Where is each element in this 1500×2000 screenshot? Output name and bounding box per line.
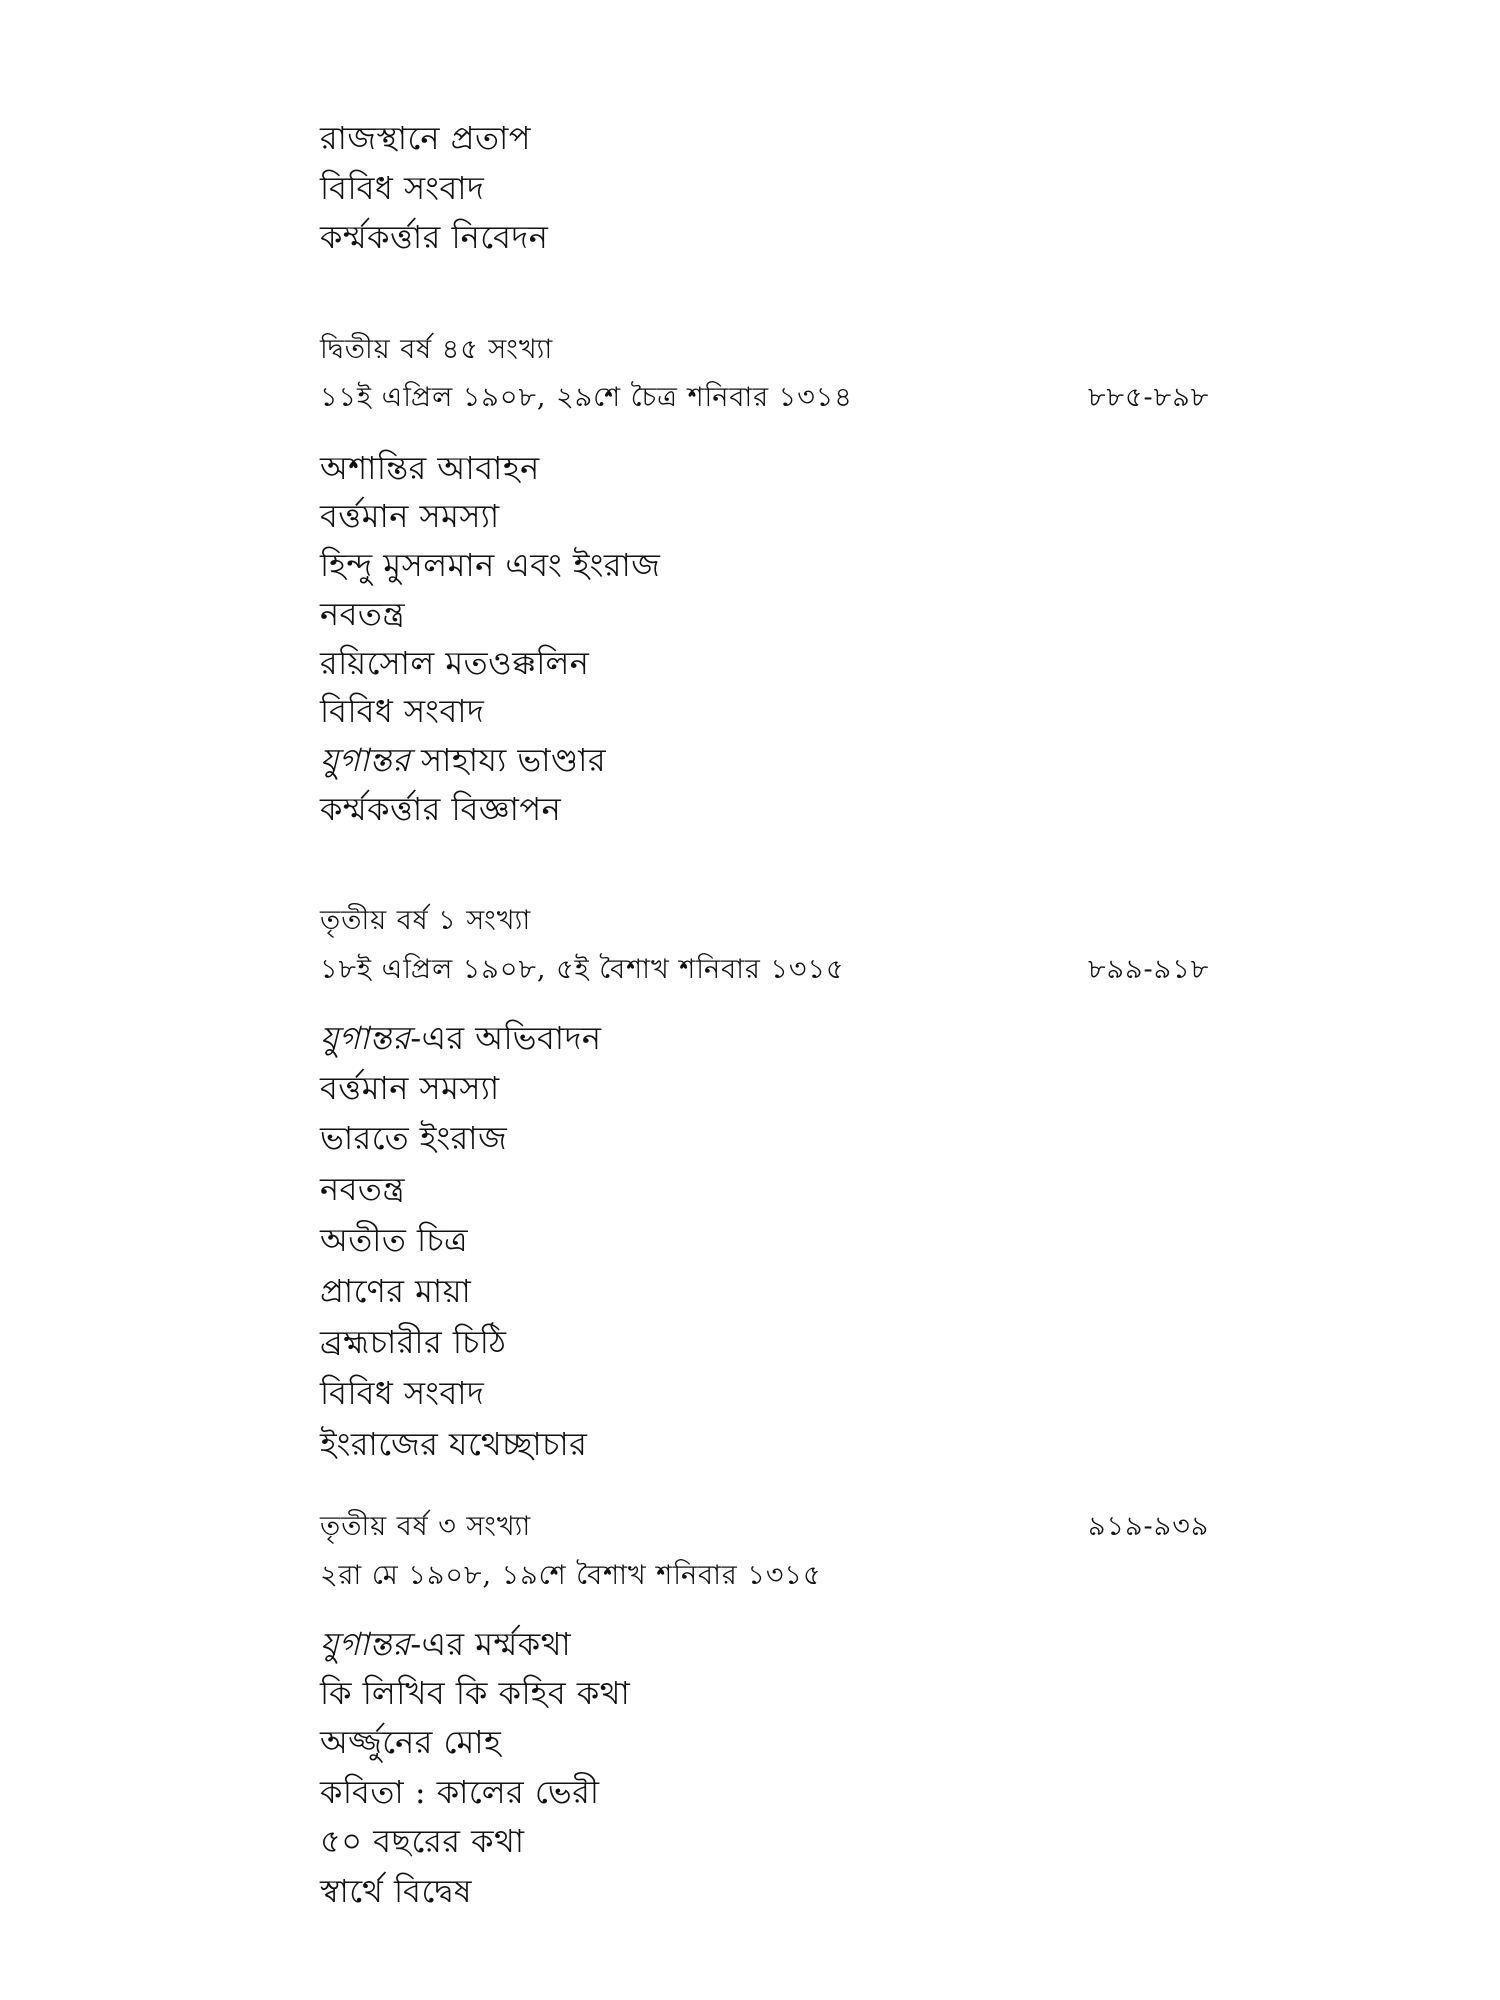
article-title: ইংরাজের যথেচ্ছাচার (320, 1425, 588, 1463)
article-title-rest: -এর অভিবাদন (410, 1019, 602, 1057)
article-title: স্বার্থে বিদ্বেষ (320, 1872, 472, 1910)
article-title (320, 1019, 602, 1057)
article-title: বর্ত্তমান সমস্যা (320, 497, 500, 535)
article-title: অশান্তির আবাহন (320, 449, 540, 487)
newspaper-name: যুগান্তর (320, 1019, 411, 1057)
article-title: ৫০ বছরের কথা (320, 1822, 525, 1860)
article-title: কবিতা : কালের ভেরী (320, 1773, 600, 1811)
article-title: ভারতে ইংরাজ (320, 1119, 508, 1157)
newspaper-name: যুগান্তর (320, 1625, 411, 1663)
issue-heading: তৃতীয় বর্ষ ১ সংখ্যা (320, 905, 532, 936)
article-title: বিবিধ সংবাদ (320, 1374, 485, 1412)
page-range: ৯১৯-৯৩৯ (1088, 1511, 1210, 1542)
issue-heading: তৃতীয় বর্ষ ৩ সংখ্যা (320, 1511, 532, 1542)
article-title: কি লিখিব কি কহিব কথা (320, 1674, 631, 1712)
article-title: হিন্দু মুসলমান এবং ইংরাজ (320, 546, 661, 584)
article-title-rest: -এর মর্ম্মকথা (410, 1625, 572, 1663)
page-range: ৮৮৫-৮৯৮ (1088, 382, 1210, 413)
article-title: অর্জ্জুনের মোহ (320, 1723, 502, 1761)
article-title: বর্ত্তমান সমস্যা (320, 1069, 500, 1107)
article-title: ব্রহ্মচারীর চিঠি (320, 1323, 507, 1361)
issue-date: ১১ই এপ্রিল ১৯০৮, ২৯শে চৈত্র শনিবার ১৩১৪ (320, 382, 853, 413)
article-title: বিবিধ সংবাদ (320, 692, 485, 730)
issue-heading: দ্বিতীয় বর্ষ ৪৫ সংখ্যা (320, 334, 554, 365)
article-title: কর্ম্মকর্ত্তার বিজ্ঞাপন (320, 790, 562, 828)
article-title: প্রাণের মায়া (320, 1272, 472, 1310)
article-title: নবতন্ত্র (320, 595, 406, 633)
article-title: রয়িসোল মতওক্কলিন (320, 644, 590, 682)
article-title: অতীত চিত্র (320, 1221, 468, 1259)
article-title: কর্ম্মকর্ত্তার নিবেদন (320, 218, 549, 256)
newspaper-name: যুগান্তর (320, 741, 411, 779)
page-range: ৮৯৯-৯১৮ (1088, 954, 1210, 985)
article-title: নবতন্ত্র (320, 1170, 406, 1208)
article-title-rest: সাহায্য ভাণ্ডার (410, 741, 607, 779)
article-title (320, 1625, 572, 1663)
article-title: বিবিধ সংবাদ (320, 169, 485, 207)
article-title (320, 741, 607, 779)
article-title: রাজস্থানে প্রতাপ (320, 119, 531, 157)
issue-date: ১৮ই এপ্রিল ১৯০৮, ৫ই বৈশাখ শনিবার ১৩১৫ (320, 954, 845, 985)
issue-date: ২রা মে ১৯০৮, ১৯শে বৈশাখ শনিবার ১৩১৫ (320, 1560, 822, 1591)
